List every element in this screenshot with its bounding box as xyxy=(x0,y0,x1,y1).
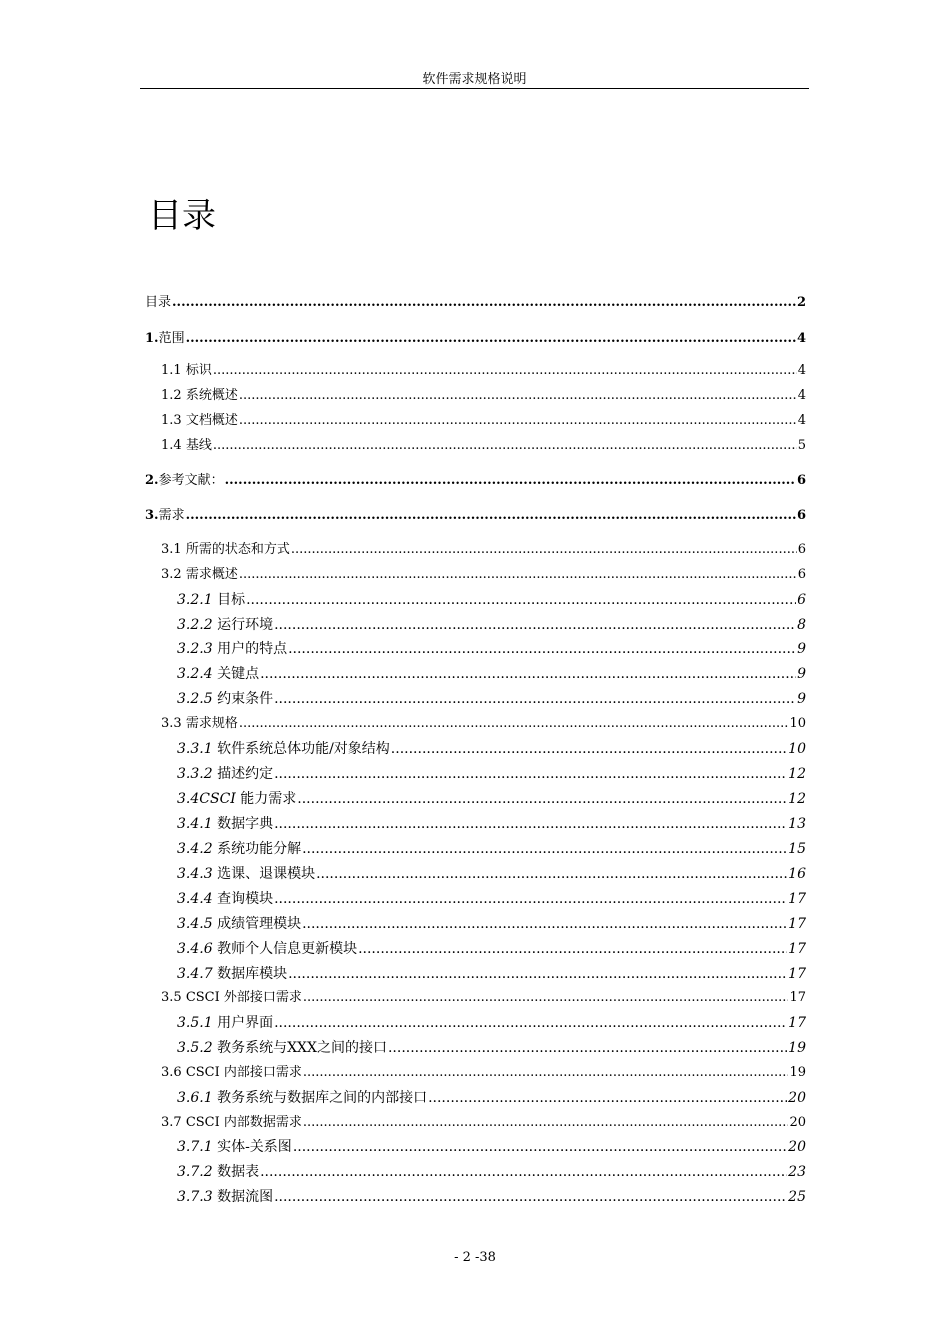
toc-dot-leader xyxy=(297,790,787,808)
toc-entry-page: 25 xyxy=(788,1189,806,1205)
toc-entry-text: 需求规格 xyxy=(185,716,238,731)
toc-entry-text: CSCI 内部数据需求 xyxy=(185,1115,302,1130)
toc-entry-label xyxy=(145,294,171,312)
toc-entry-page: 20 xyxy=(789,1115,806,1130)
toc-entry-page: 15 xyxy=(788,841,806,857)
toc-entry-page: 4 xyxy=(797,413,806,428)
toc-dot-leader xyxy=(288,965,787,983)
toc-entry-number: 3.2.1 xyxy=(177,592,218,608)
toc-entry-page: 6 xyxy=(797,567,806,582)
toc-entry[interactable] xyxy=(177,1039,806,1057)
toc-entry-text: 基线 xyxy=(185,438,212,453)
toc-dot-leader xyxy=(274,690,796,708)
toc-dot-leader xyxy=(274,815,787,833)
toc-entry-number: 3.4.2 xyxy=(177,841,218,857)
toc-entry[interactable] xyxy=(177,765,806,783)
toc-entry-label xyxy=(161,387,238,405)
toc-entry[interactable] xyxy=(161,1114,806,1132)
toc-dot-leader xyxy=(303,1114,789,1132)
toc-entry-number: 3.7 xyxy=(161,1115,186,1130)
toc-entry-number: 3.2.2 xyxy=(177,617,218,633)
toc-entry-page: 8 xyxy=(797,617,806,633)
toc-entry-text: 系统概述 xyxy=(185,388,238,403)
toc-entry-label xyxy=(177,840,301,858)
toc-entry-text: 数据流图 xyxy=(217,1189,274,1205)
toc-entry-page: 12 xyxy=(788,791,806,807)
toc-entry-number: 3.4.3 xyxy=(177,866,218,882)
toc-entry-page: 5 xyxy=(797,438,806,453)
toc-entry-number: 3.4.4 xyxy=(177,891,218,907)
toc-entry-text: 系统功能分解 xyxy=(217,841,302,857)
toc-entry-page: 4 xyxy=(797,388,806,403)
toc-dot-leader xyxy=(260,665,796,683)
toc-dot-leader xyxy=(186,330,796,348)
toc-entry-number: 3.3 xyxy=(161,716,186,731)
toc-entry-number: 3.6 xyxy=(161,1065,186,1080)
toc-entry[interactable] xyxy=(145,472,806,490)
toc-entry[interactable] xyxy=(177,1138,806,1156)
toc-entry-page: 4 xyxy=(797,363,806,378)
toc-entry[interactable] xyxy=(177,665,806,683)
toc-entry-label xyxy=(177,915,301,933)
toc-dot-leader xyxy=(213,362,797,380)
toc-entry[interactable] xyxy=(177,865,806,883)
toc-entry-label xyxy=(177,591,245,609)
toc-entry-text: 目标 xyxy=(217,592,246,608)
toc-entry-number: 3.3.1 xyxy=(177,741,218,757)
toc-entry-number: 3.2.4 xyxy=(177,666,218,682)
toc-entry-label xyxy=(177,1163,259,1181)
toc-entry-label xyxy=(177,616,273,634)
toc-entry-number: 3.4.6 xyxy=(177,941,218,957)
toc-dot-leader xyxy=(239,387,797,405)
toc-entry-text: 成绩管理模块 xyxy=(217,916,302,932)
toc-entry-label xyxy=(161,541,290,559)
toc-entry-number: 3.5.2 xyxy=(177,1040,218,1056)
toc-entry-text: 能力需求 xyxy=(240,791,297,807)
toc-entry[interactable] xyxy=(161,1064,806,1082)
toc-entry-text: 目录 xyxy=(145,295,172,310)
toc-entry[interactable] xyxy=(177,965,806,983)
toc-entry-label xyxy=(177,940,357,958)
toc-entry-number: 3.1 xyxy=(161,542,186,557)
toc-entry[interactable] xyxy=(177,616,806,634)
toc-entry-page: 20 xyxy=(788,1139,806,1155)
toc-entry-number: 1.1 xyxy=(161,363,186,378)
toc-entry-page: 6 xyxy=(796,473,806,488)
toc-entry-text: 运行环境 xyxy=(217,617,274,633)
toc-entry-label xyxy=(161,362,212,380)
toc-dot-leader xyxy=(303,989,789,1007)
toc-entry-label xyxy=(161,1114,302,1132)
toc-dot-leader xyxy=(274,765,787,783)
toc-entry-number: 3.3.2 xyxy=(177,766,218,782)
toc-entry-number: 3.6.1 xyxy=(177,1090,218,1106)
toc-dot-leader xyxy=(274,1188,787,1206)
toc-entry-text: 需求 xyxy=(158,508,185,523)
toc-entry-text: 需求概述 xyxy=(185,567,238,582)
toc-entry-label xyxy=(145,472,224,490)
header-rule xyxy=(140,88,809,89)
toc-entry-label xyxy=(161,1064,302,1082)
toc-entry-label xyxy=(177,665,259,683)
toc-entry-text: 文档概述 xyxy=(185,413,238,428)
toc-entry-page: 4 xyxy=(796,331,806,346)
toc-dot-leader xyxy=(274,890,787,908)
toc-entry-text: 数据表 xyxy=(217,1164,260,1180)
toc-entry-page: 20 xyxy=(788,1090,806,1106)
toc-dot-leader xyxy=(288,640,796,658)
toc-entry-label xyxy=(161,989,302,1007)
toc-entry-page: 10 xyxy=(788,741,806,757)
toc-entry-page: 12 xyxy=(788,766,806,782)
toc-entry-label xyxy=(177,865,315,883)
toc-entry[interactable] xyxy=(145,507,806,525)
toc-entry-page: 17 xyxy=(788,941,806,957)
toc-entry-label xyxy=(145,507,185,525)
toc-entry-text: 教师个人信息更新模块 xyxy=(217,941,358,957)
toc-entry[interactable] xyxy=(177,640,806,658)
toc-entry-text: CSCI 外部接口需求 xyxy=(185,990,302,1005)
toc-entry-page: 17 xyxy=(788,891,806,907)
toc-entry-label xyxy=(177,790,296,808)
toc-entry-number: 1.2 xyxy=(161,388,186,403)
toc-entry-text: 范围 xyxy=(158,331,185,346)
toc-entry-label xyxy=(177,690,273,708)
toc-entry-number: 3.7.3 xyxy=(177,1189,218,1205)
toc-entry[interactable] xyxy=(161,715,806,733)
toc-entry-label xyxy=(161,715,238,733)
toc-entry[interactable] xyxy=(161,362,806,380)
toc-entry-text: 软件系统总体功能/对象结构 xyxy=(217,741,390,757)
toc-dot-leader xyxy=(239,412,797,430)
toc-entry[interactable] xyxy=(161,412,806,430)
toc-entry-number: 3.5 xyxy=(161,990,186,1005)
toc-entry[interactable] xyxy=(145,330,806,348)
toc-entry-page: 6 xyxy=(797,542,806,557)
toc-entry[interactable] xyxy=(161,989,806,1007)
toc-entry-page: 16 xyxy=(788,866,806,882)
toc-entry-page: 17 xyxy=(789,990,806,1005)
toc-entry-page: 17 xyxy=(788,916,806,932)
toc-entry-text: 约束条件 xyxy=(217,691,274,707)
page-header: 软件需求规格说明 xyxy=(422,72,527,87)
toc-entry-page: 2 xyxy=(796,295,806,310)
toc-entry-text: 用户的特点 xyxy=(217,641,288,657)
toc-entry-number: 3. xyxy=(145,508,159,523)
toc-entry-number: 3.7.2 xyxy=(177,1164,218,1180)
toc-entry-page: 6 xyxy=(796,508,806,523)
toc-entry-number: 3.5.1 xyxy=(177,1015,218,1031)
toc-entry-number: 3.2 xyxy=(161,567,186,582)
toc-entry[interactable] xyxy=(177,915,806,933)
toc-entry-text: 所需的状态和方式 xyxy=(185,542,290,557)
toc-entry-text: 数据库模块 xyxy=(217,966,288,982)
toc-dot-leader xyxy=(316,865,787,883)
toc-entry-number: 3.2.5 xyxy=(177,691,218,707)
page-number: - 2 -38 xyxy=(454,1250,496,1265)
toc-entry-text: 标识 xyxy=(185,363,212,378)
toc-entry-page: 19 xyxy=(789,1065,806,1080)
toc-entry-number: 3.4.1 xyxy=(177,816,218,832)
toc-entry-page: 9 xyxy=(797,641,806,657)
toc-entry[interactable] xyxy=(145,294,806,312)
toc-entry-text: 描述约定 xyxy=(217,766,274,782)
toc-entry-label xyxy=(177,1089,427,1107)
toc-entry[interactable] xyxy=(177,591,806,609)
toc-entry-number: 3.7.1 xyxy=(177,1139,218,1155)
toc-entry[interactable] xyxy=(161,387,806,405)
toc-entry-text: CSCI 内部接口需求 xyxy=(185,1065,302,1080)
toc-dot-leader xyxy=(302,915,787,933)
toc-dot-leader xyxy=(303,1064,789,1082)
toc-entry-number: 1. xyxy=(145,331,159,346)
toc-entry-label xyxy=(177,1039,387,1057)
toc-entry-text: 关键点 xyxy=(217,666,260,682)
toc-dot-leader xyxy=(172,294,796,312)
toc-entry-number: 2. xyxy=(145,473,159,488)
toc-entry[interactable] xyxy=(177,840,806,858)
toc-entry-page: 19 xyxy=(788,1040,806,1056)
toc-entry-page: 23 xyxy=(788,1164,806,1180)
toc-entry[interactable] xyxy=(177,1089,806,1107)
toc-entry[interactable] xyxy=(161,541,806,559)
toc-entry[interactable] xyxy=(177,815,806,833)
toc-entry-label xyxy=(161,412,238,430)
toc-dot-leader xyxy=(213,437,797,455)
toc-entry-page: 9 xyxy=(797,666,806,682)
toc-entry-text: 参考文献： xyxy=(158,473,224,488)
toc-entry-page: 10 xyxy=(789,716,806,731)
toc-dot-leader xyxy=(239,715,789,733)
toc-entry-number: 1.3 xyxy=(161,413,186,428)
toc-entry-text: 选课、退课模块 xyxy=(217,866,316,882)
toc-entry-label xyxy=(161,566,238,584)
toc-heading: 目录 xyxy=(148,196,216,236)
toc-entry-number: 3.4CSCI xyxy=(177,791,241,807)
toc-dot-leader xyxy=(246,591,796,609)
toc-dot-leader xyxy=(274,616,796,634)
toc-entry-text: 实体-关系图 xyxy=(217,1139,292,1155)
toc-entry-label xyxy=(177,765,273,783)
toc-entry-page: 6 xyxy=(797,592,806,608)
toc-entry-number: 3.2.3 xyxy=(177,641,218,657)
toc-entry-number: 3.4.7 xyxy=(177,966,218,982)
toc-entry-number: 3.4.5 xyxy=(177,916,218,932)
toc-dot-leader xyxy=(291,541,797,559)
toc-entry[interactable] xyxy=(177,790,806,808)
toc-dot-leader xyxy=(260,1163,787,1181)
toc-dot-leader xyxy=(225,472,796,490)
toc-entry-label xyxy=(177,1188,273,1206)
toc-entry-text: 用户界面 xyxy=(217,1015,274,1031)
toc-entry-label xyxy=(177,640,287,658)
toc-entry-label xyxy=(177,1138,292,1156)
toc-dot-leader xyxy=(302,840,787,858)
toc-entry-page: 13 xyxy=(788,816,806,832)
toc-dot-leader xyxy=(388,1039,787,1057)
toc-entry-text: 教务系统与XXX之间的接口 xyxy=(217,1040,387,1056)
toc-entry-text: 查询模块 xyxy=(217,891,274,907)
toc-dot-leader xyxy=(274,1014,787,1032)
toc-dot-leader xyxy=(358,940,787,958)
toc-entry-label xyxy=(145,330,185,348)
toc-entry[interactable] xyxy=(161,437,806,455)
toc-dot-leader xyxy=(293,1138,787,1156)
toc-dot-leader xyxy=(186,507,796,525)
toc-entry-label xyxy=(161,437,212,455)
toc-entry-label xyxy=(177,740,390,758)
toc-dot-leader xyxy=(391,740,787,758)
toc-entry-label xyxy=(177,965,287,983)
toc-entry-label xyxy=(177,815,273,833)
toc-entry-page: 17 xyxy=(788,966,806,982)
toc-entry[interactable] xyxy=(177,1163,806,1181)
toc-entry-text: 数据字典 xyxy=(217,816,274,832)
toc-entry-text: 教务系统与数据库之间的内部接口 xyxy=(217,1090,428,1106)
toc-entry[interactable] xyxy=(177,890,806,908)
toc-entry[interactable] xyxy=(177,1014,806,1032)
toc-entry-page: 9 xyxy=(797,691,806,707)
toc-entry[interactable] xyxy=(177,940,806,958)
toc-entry-page: 17 xyxy=(788,1015,806,1031)
toc-entry[interactable] xyxy=(177,1188,806,1206)
toc-entry-number: 1.4 xyxy=(161,438,186,453)
toc-dot-leader xyxy=(428,1089,787,1107)
toc-dot-leader xyxy=(239,566,797,584)
toc-entry[interactable] xyxy=(161,566,806,584)
toc-entry[interactable] xyxy=(177,690,806,708)
toc-entry-label xyxy=(177,1014,273,1032)
toc-entry-label xyxy=(177,890,273,908)
toc-entry[interactable] xyxy=(177,740,806,758)
